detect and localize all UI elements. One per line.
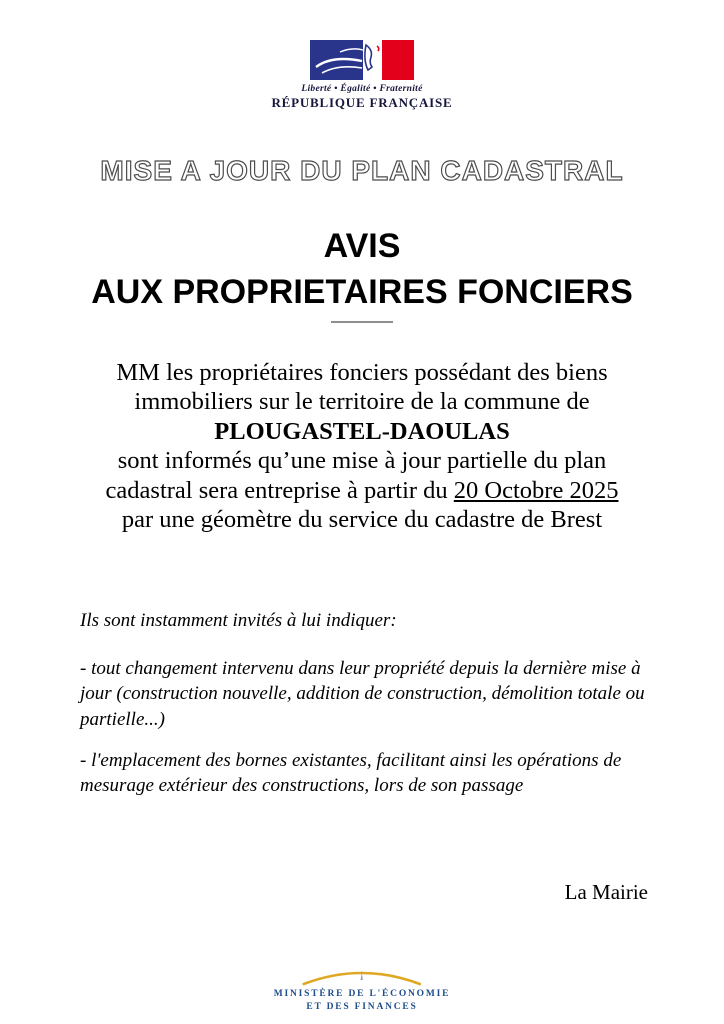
motto-text: Liberté • Égalité • Fraternité xyxy=(301,84,423,94)
ministry-line-2: ET DES FINANCES xyxy=(306,1002,418,1013)
ministry-logo xyxy=(274,960,451,1015)
body-line xyxy=(50,476,674,505)
french-flag-marianne-icon xyxy=(310,40,414,80)
instructions-section xyxy=(80,608,658,799)
instructions-intro: Ils sont instamment invités à lui indiquer: xyxy=(80,610,397,631)
update-date: 20 Octobre 2025 xyxy=(453,476,619,504)
body-line: par une géomètre du service du cadastre de Brest xyxy=(121,505,603,533)
commune-name: PLOUGASTEL-DAOULAS xyxy=(214,417,510,445)
instruction-item: - tout changement intervenu dans leur propriété depuis la dernière mise à jour (construction nouvelle, addition de construction, démolition totale ou partielle...) xyxy=(80,657,645,730)
title-line-2: AUX PROPRIETAIRES FONCIERS xyxy=(91,272,633,311)
body-line-prefix: cadastral sera entreprise à partir du xyxy=(105,476,454,504)
page-title xyxy=(0,224,724,316)
instruction-item: - l'emplacement des bornes existantes, facilitant ainsi les opérations de mesurage extérieur des constructions, lors de son passage xyxy=(80,749,622,797)
notice-body xyxy=(50,358,674,534)
ministry-arc-icon xyxy=(296,960,428,986)
ministry-name xyxy=(274,988,451,1015)
title-line-1: AVIS xyxy=(323,227,401,265)
title-divider xyxy=(331,321,393,323)
body-line: immobiliers sur le territoire de la commune de xyxy=(134,388,590,416)
ministry-line-1: MINISTÈRE DE L'ÉCONOMIE xyxy=(273,989,451,999)
republic-text: RÉPUBLIQUE FRANÇAISE xyxy=(271,95,453,110)
outline-heading: MISE A JOUR DU PLAN CADASTRAL xyxy=(100,155,624,186)
signature: La Mairie xyxy=(564,880,648,904)
body-line: sont informés qu’une mise à jour partielle du plan xyxy=(117,447,607,475)
body-line: MM les propriétaires fonciers possédant des biens xyxy=(116,359,608,386)
republique-francaise-logo xyxy=(252,40,472,111)
